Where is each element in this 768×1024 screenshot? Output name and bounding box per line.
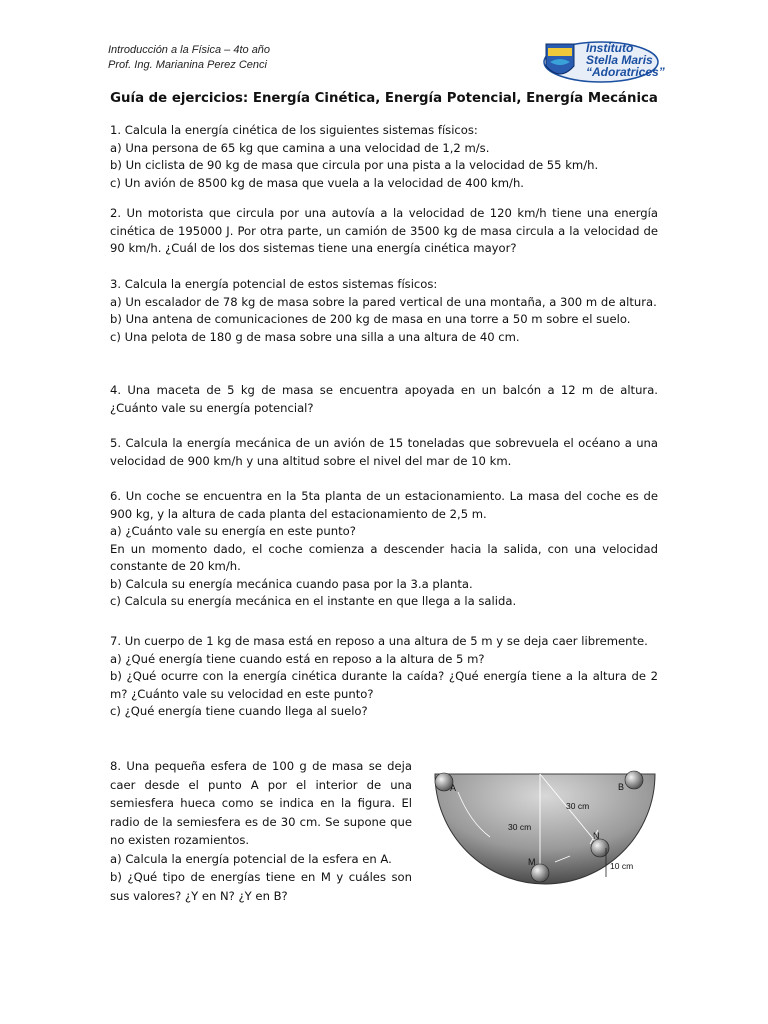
exercise-7 xyxy=(110,633,658,721)
exercise-6-a: a) ¿Cuánto vale su energía en este punto? xyxy=(110,524,356,538)
exercise-2-text: 2. Un motorista que circula por una autovía a la velocidad de 120 km/h tiene una energía cinética de 195000 J. Por otra parte, un camión de 3500 kg de masa circula a la velocidad de 90 km/h. ¿Cuál de los dos sistemas tiene una energía cinética mayor? xyxy=(110,206,658,255)
exercise-6 xyxy=(110,488,658,611)
label-A: A xyxy=(450,783,457,793)
exercise-6-c: c) Calcula su energía mecánica en el instante en que llega a la salida. xyxy=(110,594,517,608)
exercise-3-c: c) Una pelota de 180 g de masa sobre una silla a una altura de 40 cm. xyxy=(110,329,520,344)
exercise-7-a: a) ¿Qué energía tiene cuando está en reposo a la altura de 5 m? xyxy=(110,651,485,666)
exercise-1-c: c) Un avión de 8500 kg de masa que vuela a la velocidad de 400 km/h. xyxy=(110,175,524,190)
exercise-5 xyxy=(110,435,658,470)
exercise-7-c: c) ¿Qué energía tiene cuando llega al suelo? xyxy=(110,704,368,718)
exercise-6-b: b) Calcula su energía mecánica cuando pasa por la 3.a planta. xyxy=(110,576,473,591)
label-N: N xyxy=(593,831,600,841)
exercise-1-b: b) Un ciclista de 90 kg de masa que circula por una pista a la velocidad de 55 km/h. xyxy=(110,158,599,172)
exercise-8-a: a) Calcula la energía potencial de la esfera en A. xyxy=(110,851,392,866)
exercise-1 xyxy=(110,122,658,192)
exercise-6-intro: 6. Un coche se encuentra en la 5ta planta de un estacionamiento. La masa del coche es de 900 kg, y la altura de cada planta del estacionamiento de 2,5 m. xyxy=(110,489,658,521)
logo-line-1: Instituto xyxy=(586,41,634,55)
course-line: Introducción a la Física – 4to año xyxy=(108,44,271,56)
page-title: Guía de ejercicios: Energía Cinética, Energía Potencial, Energía Mecánica xyxy=(110,91,658,106)
exercise-3 xyxy=(110,276,658,346)
exercise-2 xyxy=(110,205,658,258)
logo-line-3: “Adoratrices” xyxy=(586,65,665,79)
exercise-4 xyxy=(110,382,658,417)
exercise-8-b: b) ¿Qué tipo de energías tiene en M y cuáles son sus valores? ¿Y en N? ¿Y en B? xyxy=(110,870,412,903)
exercise-8-intro: 8. Una pequeña esfera de 100 g de masa se deja caer desde el punto A por el interior de una semiesfera hueca como se indica en la figura. El radio de la semiesfera es de 30 cm. Se supone que no existen rozamientos. xyxy=(110,759,412,847)
sphere-B xyxy=(625,771,643,789)
height-label: 10 cm xyxy=(610,861,634,871)
logo-line-2: Stella Maris xyxy=(586,53,653,67)
label-M: M xyxy=(528,857,536,867)
exercise-3-b: b) Una antena de comunicaciones de 200 kg de masa en una torre a 50 m sobre el suelo. xyxy=(110,312,631,326)
radius-label-2: 30 cm xyxy=(508,822,532,832)
hemisphere-figure xyxy=(430,752,660,887)
exercise-8 xyxy=(110,757,412,905)
exercise-7-b: b) ¿Qué ocurre con la energía cinética durante la caída? ¿Qué energía tiene a la altura de 2 m? ¿Cuánto vale su velocidad en este punto? xyxy=(110,669,658,701)
exercise-6-mid: En un momento dado, el coche comienza a descender hacia la salida, con una velocidad constante de 20 km/h. xyxy=(110,541,658,573)
label-B: B xyxy=(618,782,625,792)
exercise-7-intro: 7. Un cuerpo de 1 kg de masa está en reposo a una altura de 5 m y se deja caer libremente. xyxy=(110,634,648,648)
exercise-3-intro: 3. Calcula la energía potencial de estos sistemas físicos: xyxy=(110,277,438,291)
logo-text xyxy=(586,42,665,78)
exercise-3-a: a) Un escalador de 78 kg de masa sobre la pared vertical de una montaña, a 300 m de altura. xyxy=(110,294,657,309)
exercise-5-text: 5. Calcula la energía mecánica de un avión de 15 toneladas que sobrevuela el océano a una velocidad de 900 km/h y una altitud sobre el nivel del mar de 10 km. xyxy=(110,436,658,468)
exercise-4-text: 4. Una maceta de 5 kg de masa se encuentra apoyada en un balcón a 12 m de altura. ¿Cuánto vale su energía potencial? xyxy=(110,383,658,415)
exercise-1-intro: 1. Calcula la energía cinética de los siguientes sistemas físicos: xyxy=(110,123,478,137)
document-header xyxy=(108,43,270,73)
teacher-line: Prof. Ing. Marianina Perez Cenci xyxy=(108,59,267,71)
radius-label-1: 30 cm xyxy=(566,801,590,811)
exercise-1-a: a) Una persona de 65 kg que camina a una velocidad de 1,2 m/s. xyxy=(110,140,490,155)
